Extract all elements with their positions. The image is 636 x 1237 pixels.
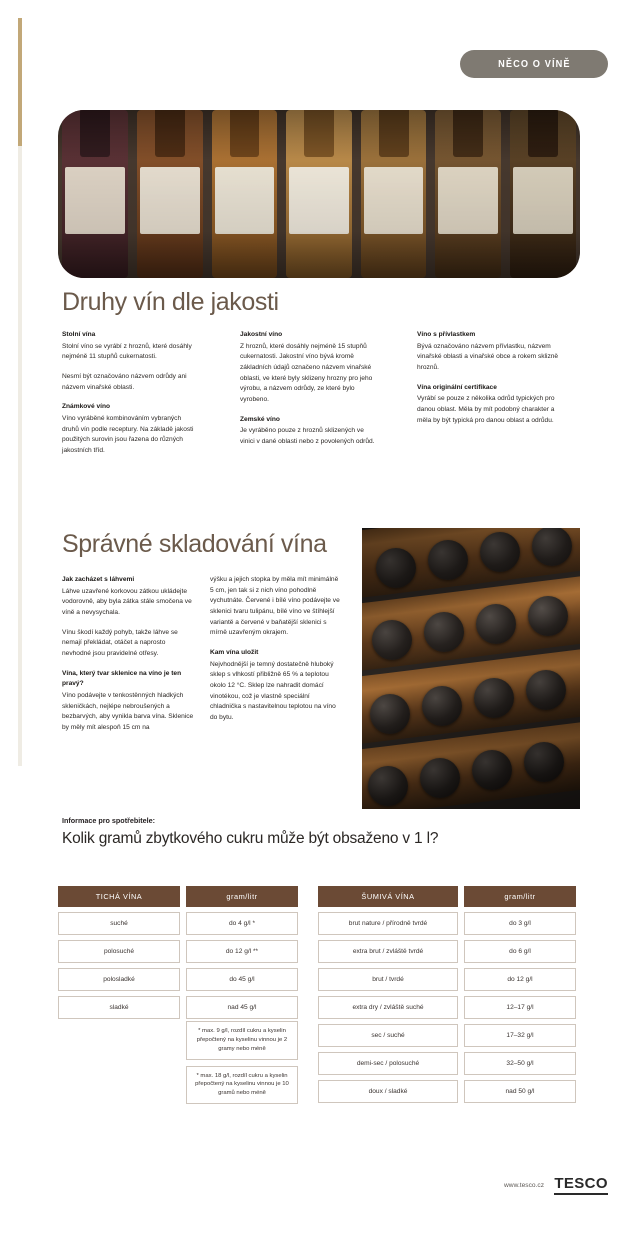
cell-grams: do 4 g/l * [186,912,298,935]
block-text: Víno podávejte v tenkostěnných hladkých skleničkách, nejlépe nebroušených a bezbarvých, aby vynikla barva vína. Sklenice by měly mít alespoň 15 cm na [62,692,194,732]
section-tag-label: NĚCO O VÍNĚ [497,58,571,70]
cell-grams: nad 50 g/l [464,1080,576,1103]
text-column-3 [417,330,567,426]
still-wines-table [58,886,298,1024]
column-header-grams: gram/litr [464,886,576,907]
cell-grams: 17–32 g/l [464,1024,576,1047]
block-text: výšku a jejich stopka by měla mít minimálně 5 cm, jen tak si z nich víno pohodlně vychutnáte. Červené i bílé víno podávejte ve sklenici tvaru tulipánu, bílé víno ve štíhlejší variantě a červené v baňatější sklenici s mírně uzavřeným okrajem. [210,576,340,637]
cell-category: extra brut / zvláště tvrdé [318,940,458,963]
tesco-logo [554,1175,608,1195]
page-edge-strip [18,146,22,766]
block-title: Kam vína uložit [210,649,259,657]
block-text: Vyrábí se pouze z několika odrůd typických pro danou oblast. Měla by mít podobný charakter a měla by být typická pro danou oblast a odrůdu. [417,395,555,424]
cell-grams: do 12 g/l [464,968,576,991]
footnote-1: * max. 9 g/l, rozdíl cukru a kyselin přepočtený na kyselinu vinnou je 2 gramy nebo méně [186,1021,298,1060]
tesco-logo-text: TESCO [554,1175,608,1192]
block-text: Je vyráběno pouze z hroznů sklizených ve vinici v dané oblasti nebo z povolených odrůd. [240,427,375,446]
block-title: Jakostní víno [240,331,283,338]
page-edge-accent [18,18,22,146]
table-row [58,996,298,1019]
table-row [318,940,576,963]
consumer-info-label: Informace pro spotřebitele: [62,816,156,825]
cell-category: sladké [58,996,180,1019]
section-tag [460,50,608,78]
wine-bottles-photo [58,110,580,278]
cell-category: sec / suché [318,1024,458,1047]
table-row [318,912,576,935]
column-header-category: ŠUMIVÁ VÍNA [318,886,458,907]
block-title: Vína originální certifikace [417,383,497,391]
block-text: Láhve uzavřené korkovou zátkou ukládejte vodorovně, aby byla zátka stále smočena ve víně a nevysychala. [62,587,192,617]
block-text: Nejvhodnější je temný dostatečně hluboký sklep s vlhkostí přibližně 65 % a teplotou okolo 12 °C. Sklep lze nahradit domácí vinotékou, což je vlastně speciální chladnička s nastavitelnou teplotou na víno do bytu. [210,660,336,722]
table-header-row [318,886,576,907]
cell-category: brut nature / přírodně tvrdé [318,912,458,935]
storage-column-2 [210,575,342,724]
cell-category: demi-sec / polosuché [318,1052,458,1075]
block-title: Jak zacházet s láhvemi [62,576,135,583]
table-row [318,1080,576,1103]
block-text: Stolní víno se vyrábí z hroznů, které dosáhly nejméně 11 stupňů cukernatosti. [62,342,192,361]
block-text: Vínu škodí každý pohyb, takže láhve se nemají překládat, otáčet a naprosto nevhodné jsou pravidelné otřesy. [62,628,178,658]
cell-category: polosuché [58,940,180,963]
block-title: Zemské víno [240,415,280,423]
cell-category: suché [58,912,180,935]
photo-vignette [58,110,580,278]
cell-grams: do 6 g/l [464,940,576,963]
table-row [58,968,298,991]
block-text: Z hroznů, které dosáhly nejméně 15 stupňů cukernatosti. Jakostní víno bývá kromě základních údajů označeno názvem vinařské oblasti, ve které byly sklizeny hrozny pro jeho výrobu, a názvem odrůdy, ze které bylo vyrobeno. [240,342,373,404]
sparkling-wines-table [318,886,576,1108]
column-header-category: TICHÁ VÍNA [58,886,180,907]
footer-website-url: www.tesco.cz [504,1182,544,1189]
column-header-grams: gram/litr [186,886,298,907]
footnotes-group [186,1021,298,1110]
cell-grams: 12–17 g/l [464,996,576,1019]
table-row [318,996,576,1019]
sugar-question-title: Kolik gramů zbytkového cukru může být obsaženo v 1 l? [62,830,439,847]
tesco-logo-underline [554,1193,608,1195]
photo-vignette [362,528,580,809]
page-title-wine-storage: Správné skladování vína [62,530,327,558]
text-column-2 [240,330,380,448]
cell-category: polosladké [58,968,180,991]
table-header-row [58,886,298,907]
block-title: Stolní vína [62,331,96,338]
block-text: Nesmí být označováno názvem odrůdy ani názvem vinařské oblasti. [62,373,187,391]
table-row [318,1052,576,1075]
cell-grams: do 3 g/l [464,912,576,935]
table-row [318,968,576,991]
page-title-wine-types: Druhy vín dle jakosti [62,288,279,316]
wine-cellar-photo [362,528,580,809]
cell-grams: do 45 g/l [186,968,298,991]
cell-category: brut / tvrdé [318,968,458,991]
cell-grams: nad 45 g/l [186,996,298,1019]
block-title: Známkové víno [62,403,111,411]
block-text: Bývá označováno názvem přívlastku, názvem vinařské oblasti a vinařské obce a rokem sklizně hroznů. [417,342,559,372]
block-text: Víno vyráběné kombinováním vybraných druhů vín podle receptury. Na základě jakosti použitých surovin jsou řazena do různých jakostních tříd. [62,415,194,455]
cell-grams: 32–50 g/l [464,1052,576,1075]
cell-grams: do 12 g/l ** [186,940,298,963]
cell-category: doux / sladké [318,1080,458,1103]
block-title: Vína, který tvar sklenice na víno je ten pravý? [62,669,182,688]
cell-category: extra dry / zvláště suché [318,996,458,1019]
table-row [58,912,298,935]
text-column-1 [62,330,194,457]
storage-column-1 [62,575,194,734]
table-row [318,1024,576,1047]
block-title: Víno s přívlastkem [417,331,476,338]
footnote-2: * max. 18 g/l, rozdíl cukru a kyselin přepočtený na kyselinu vinnou je 10 gramů nebo méně [186,1066,298,1105]
table-row [58,940,298,963]
